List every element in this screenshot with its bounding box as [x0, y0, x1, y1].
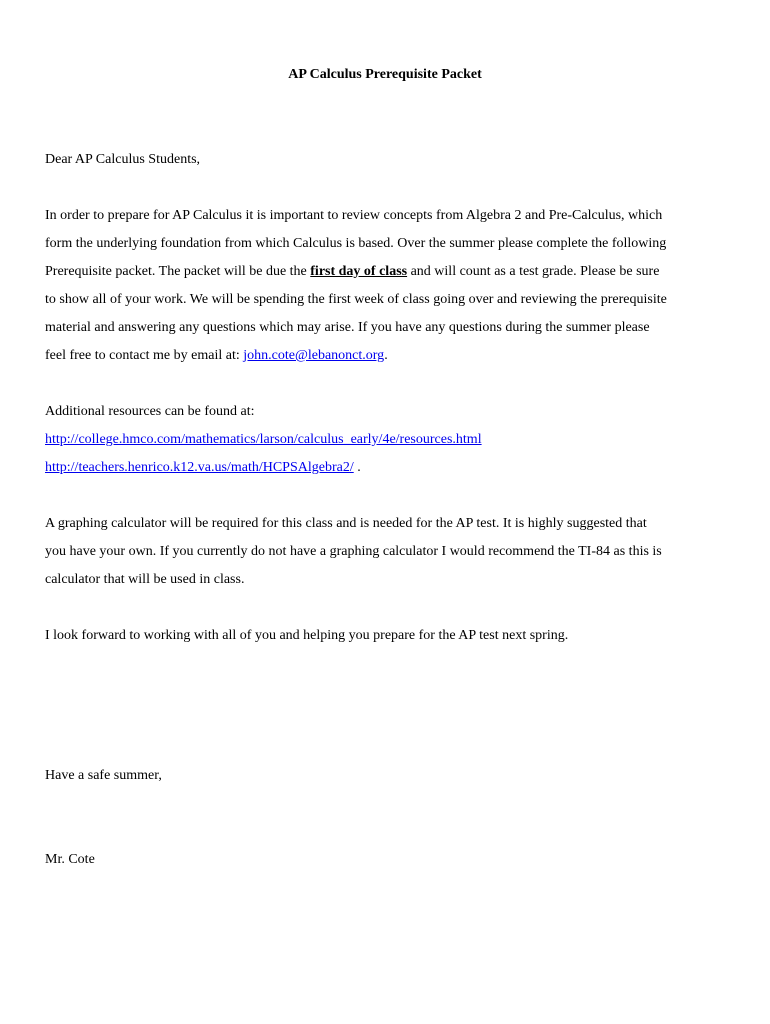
- intro-line-3: [45, 258, 735, 286]
- intro-line-5: material and answering any questions which may arise. If you have any questions during the summer please: [45, 320, 650, 335]
- resource-link-hmco[interactable]: http://college.hmco.com/mathematics/larson/calculus_early/4e/resources.html: [45, 432, 482, 447]
- intro-line-6-end: .: [384, 348, 388, 363]
- calculator-paragraph: [45, 510, 735, 594]
- calculator-line-3: calculator that will be used in class.: [45, 572, 245, 587]
- intro-line-6-start: feel free to contact me by email at:: [45, 348, 244, 363]
- resource-link-2-suffix: .: [353, 460, 361, 475]
- salutation-text: Dear AP Calculus Students,: [45, 152, 201, 167]
- resource-link-1-line: [45, 426, 735, 454]
- intro-paragraph: [45, 202, 735, 370]
- email-link[interactable]: john.cote@lebanonct.org: [243, 348, 385, 363]
- closing-text: I look forward to working with all of you and helping you prepare for the AP test next spring.: [45, 628, 569, 643]
- document-title: AP Calculus Prerequisite Packet: [288, 67, 482, 82]
- due-date-emphasis: first day of class: [310, 264, 408, 279]
- resources-heading: Additional resources can be found at:: [45, 404, 255, 419]
- salutation: [45, 146, 735, 174]
- intro-line-3-end: and will count as a test grade. Please be sure: [407, 264, 660, 279]
- calculator-line-2: you have your own. If you currently do not have a graphing calculator I would recommend the TI-84 as this is: [45, 544, 662, 559]
- resource-link-henrico[interactable]: http://teachers.henrico.k12.va.us/math/HCPSAlgebra2/: [45, 460, 354, 475]
- intro-line-3-start: Prerequisite packet. The packet will be due the: [45, 264, 311, 279]
- signature-text: Mr. Cote: [45, 852, 95, 867]
- intro-line-1: In order to prepare for AP Calculus it is important to review concepts from Algebra 2 and Pre-Calculus, which: [45, 208, 663, 223]
- intro-line-4: to show all of your work. We will be spending the first week of class going over and reviewing the prerequisite: [45, 292, 667, 307]
- closing-paragraph: [45, 622, 735, 650]
- intro-line-2: form the underlying foundation from which Calculus is based. Over the summer please complete the following: [45, 236, 667, 251]
- signature: [45, 846, 735, 874]
- farewell: [45, 762, 735, 790]
- intro-line-6: [45, 342, 735, 370]
- calculator-line-1: A graphing calculator will be required for this class and is needed for the AP test. It is highly suggested that: [45, 516, 647, 531]
- farewell-text: Have a safe summer,: [45, 768, 162, 783]
- resources-section: [45, 398, 735, 482]
- resource-link-2-line: [45, 454, 735, 482]
